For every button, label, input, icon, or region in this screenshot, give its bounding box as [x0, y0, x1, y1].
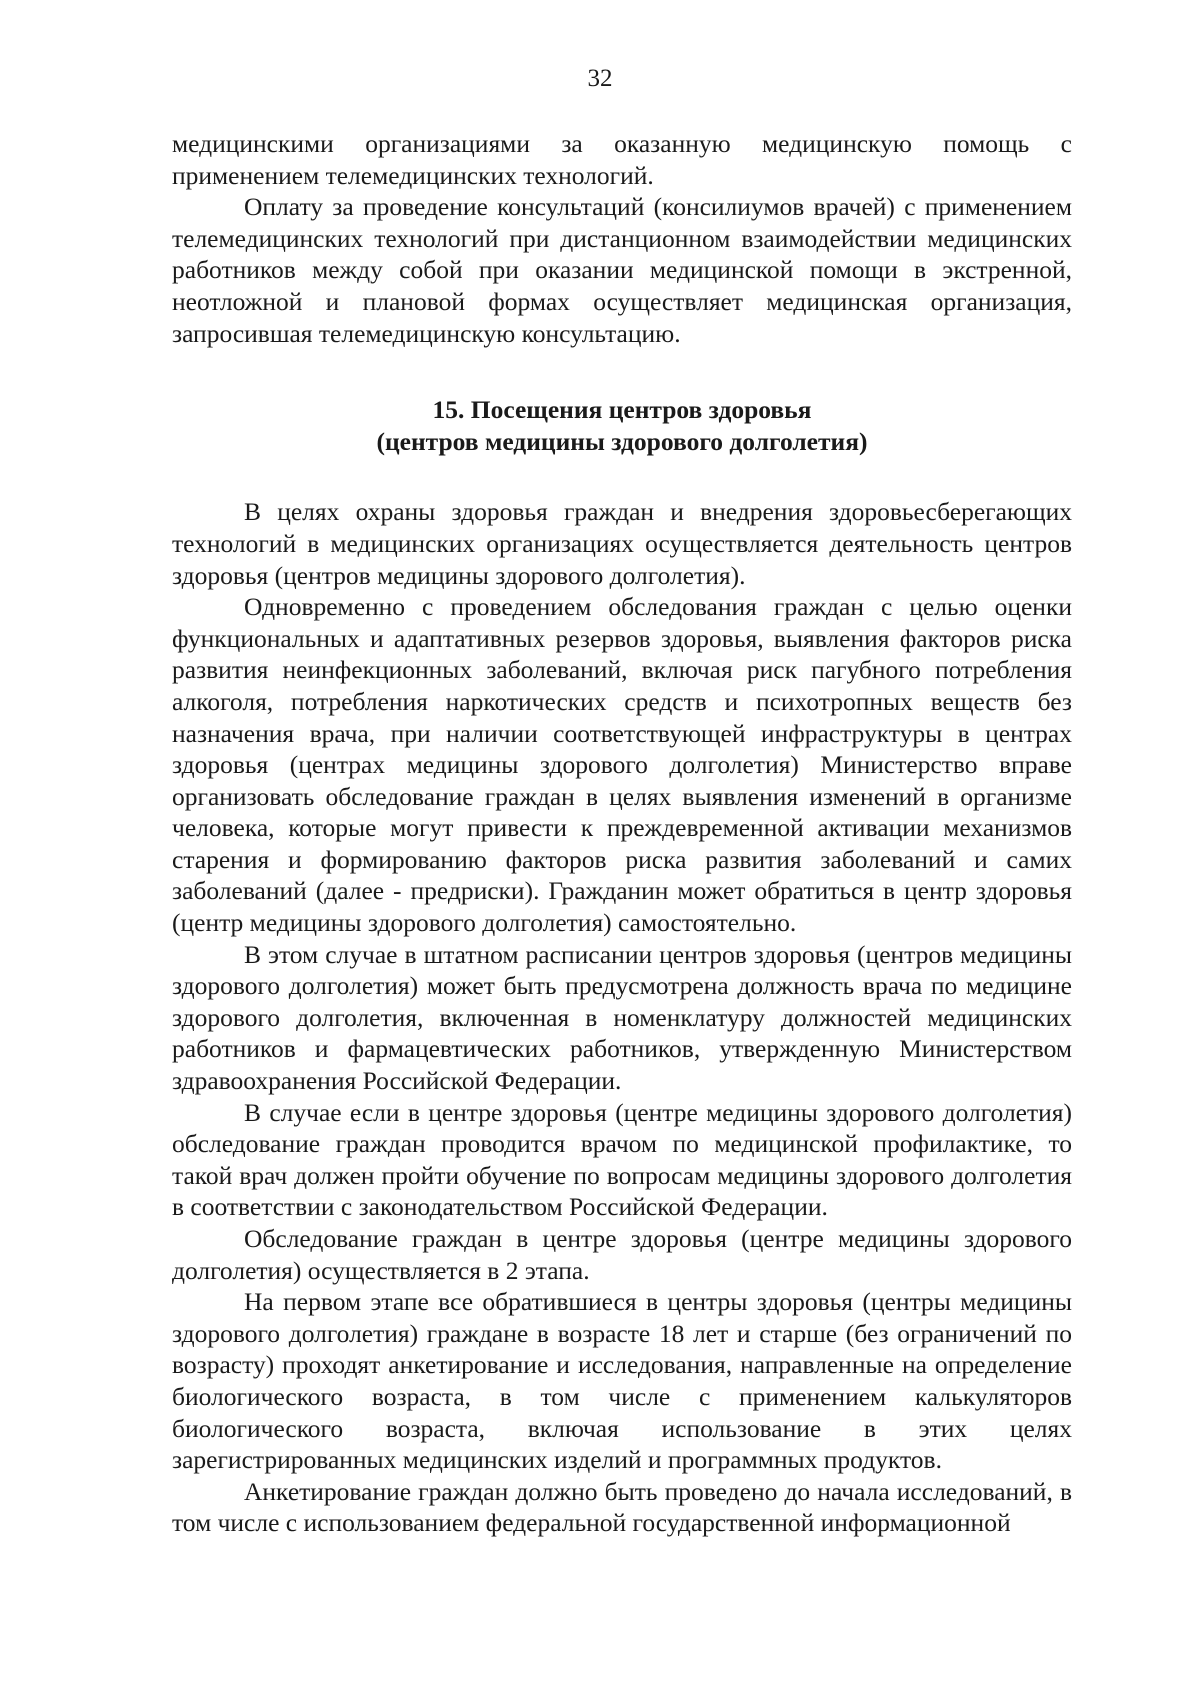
paragraph: На первом этапе все обратившиеся в центры здоровья (центры медицины здорового долголетия) граждане в возрасте 18 лет и старше (без ограничений по возрасту) проходят анкетирование и исследования, направленные на определение биологического возраста, в том числе с применением калькуляторов биологического возраста, включая использование в этих целях зарегистрированных медицинских изделий и программных продуктов. — [172, 1287, 1072, 1475]
document-body — [172, 128, 1072, 1539]
section-title-line1: 15. Посещения центров здоровья — [432, 395, 812, 425]
section-title-line2: (центров медицины здорового долголетия) — [376, 426, 868, 456]
paragraph: В случае если в центре здоровья (центре медицины здорового долголетия) обследование граждан проводится врачом по медицинской профилактике, то такой врач должен пройти обучение по вопросам медицины здорового долголетия в соответствии с законодательством Российской Федерации. — [172, 1097, 1072, 1222]
paragraph: Одновременно с проведением обследования граждан с целью оценки функциональных и адаптативных резервов здоровья, выявления факторов риска развития неинфекционных заболеваний, включая риск пагубного потребления алкоголя, потребления наркотических средств и психотропных веществ без назначения врача, при наличии соответствующей инфраструктуры в центрах здоровья (центрах медицины здорового долголетия) Министерство вправе организовать обследование граждан в целях выявления изменений в организме человека, которые могут привести к преждевременной активации механизмов старения и формированию факторов риска развития заболеваний и самих заболеваний (далее - предриски). Гражданин может обратиться в центр здоровья (центр медицины здорового долголетия) самостоятельно. — [172, 592, 1072, 938]
paragraph: Анкетирование граждан должно быть проведено до начала исследований, в том числе с использованием федеральной государственной информационной — [172, 1476, 1072, 1538]
paragraph-continuation: медицинскими организациями за оказанную медицинскую помощь с применением телемедицинских технологий. — [172, 129, 1072, 190]
paragraph-telemedicine-payment: Оплату за проведение консультаций (консилиумов врачей) с применением телемедицинских технологий при дистанционном взаимодействии медицинских работников между собой при оказании медицинской помощи в экстренной, неотложной и плановой формах осуществляет медицинская организация, запросившая телемедицинскую консультацию. — [172, 192, 1072, 348]
page-number: 32 — [587, 65, 613, 92]
paragraph: В этом случае в штатном расписании центров здоровья (центров медицины здорового долголетия) может быть предусмотрена должность врача по медицине здорового долголетия, включенная в номенклатуру должностей медицинских работников и фармацевтических работников, утвержденную Министерством здравоохранения Российской Федерации. — [172, 939, 1072, 1096]
section-heading — [172, 394, 1072, 457]
paragraph: В целях охраны здоровья граждан и внедрения здоровьесберегающих технологий в медицинских организациях осуществляется деятельность центров здоровья (центров медицины здорового долголетия). — [172, 497, 1072, 590]
paragraph: Обследование граждан в центре здоровья (центре медицины здорового долголетия) осуществляется в 2 этапа. — [172, 1224, 1072, 1285]
